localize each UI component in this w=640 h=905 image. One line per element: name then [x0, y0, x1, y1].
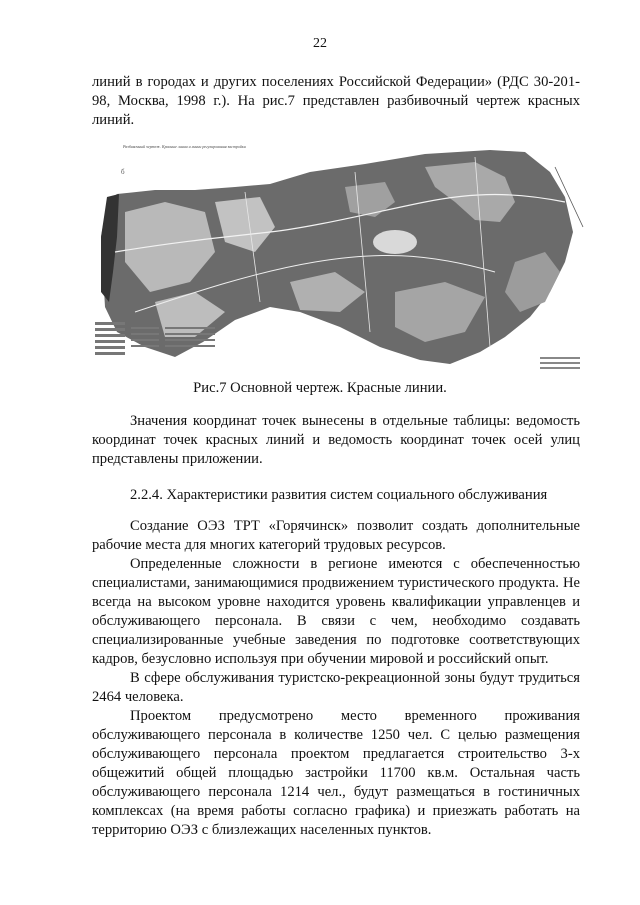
body-paragraph: В сфере обслуживания туристско-рекреационной зоны будут трудиться 2464 человека.: [92, 670, 580, 705]
body-paragraph: Проектом предусмотрено место временного проживания обслуживающего персонала в количестве 1250 чел. С целью размещения обслуживающего персонала проектом предлагается строительство 3-х общежитий общей площадью застройки 11700 кв.м. Остальная часть обслуживающего персонала 1214 чел., будут размещаться в гостиничных комплексах (на время работы согласно графика) и приезжать работать на территорию ОЭЗ с близлежащих населенных пунктов.: [92, 708, 580, 838]
body-paragraph: Создание ОЭЗ ТРТ «Горячинск» позволит создать дополнительные рабочие места для многих категорий трудовых ресурсов.: [92, 518, 580, 553]
coordinates-paragraph: Значения координат точек вынесены в отдельные таблицы: ведомость координат точек красных линий и ведомость координат точек осей улиц представлены приложении.: [92, 413, 580, 467]
body-paragraph: Определенные сложности в регионе имеются с обеспеченностью специалистами, занимающимися продвижением туристического продукта. Не всегда на высоком уровне находится уровень квалификации управленцев и обслуживающего персонала. В связи с чем, необходимо создавать специализированные учебные заведения по подготовке соответствующих кадров, безусловно используя при обучении мировой и российский опыт.: [92, 556, 580, 667]
intro-paragraph: линий в городах и других поселениях Российской Федерации» (РДС 30-201-98, Москва, 1998 г.). На рис.7 представлен разбивочный чертеж красных линий.: [92, 74, 580, 128]
red-lines-drawing: [95, 142, 595, 374]
figure-letter: б: [121, 168, 125, 176]
page-number: 22: [313, 36, 327, 51]
red-lines-map: [95, 142, 595, 374]
section-heading: 2.2.4. Характеристики развития систем социального обслуживания: [130, 487, 548, 503]
figure-title: Разбивочный чертеж. Красные линии и линии регулирования застройки: [123, 144, 246, 149]
lake: [373, 230, 417, 254]
figure-caption: Рис.7 Основной чертеж. Красные линии.: [193, 380, 447, 396]
coordinates-table: [540, 357, 580, 369]
